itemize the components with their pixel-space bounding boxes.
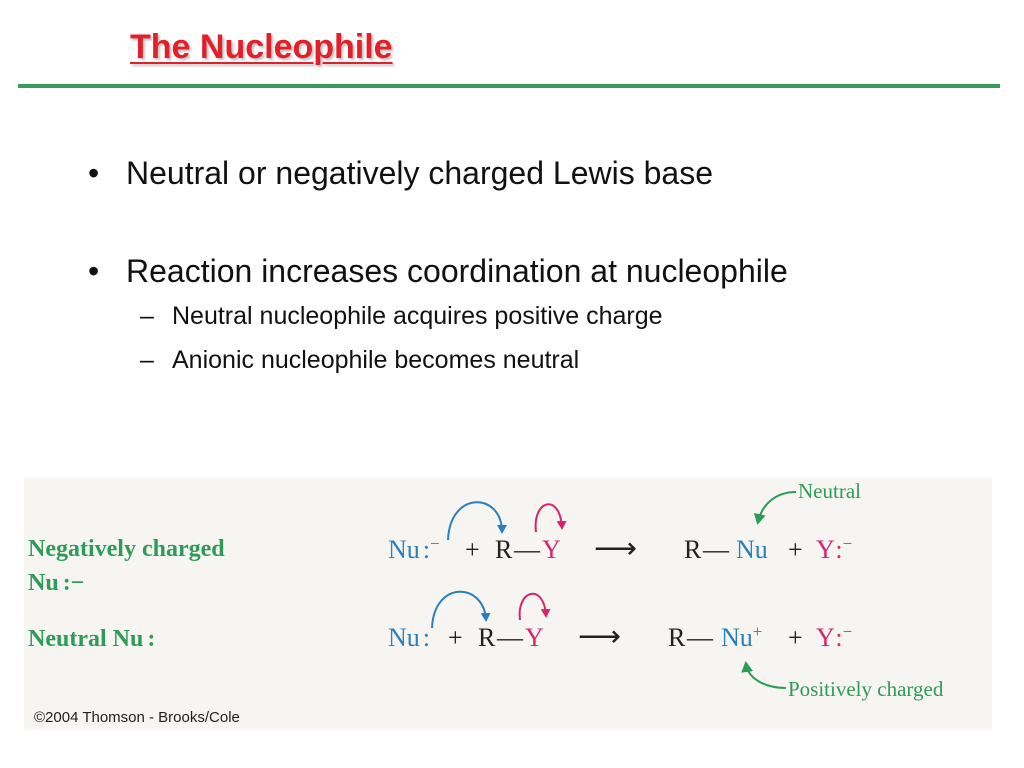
row1-product-r: R: [684, 535, 702, 564]
row2-plus: +: [448, 623, 463, 652]
neutral-pointer-arrow: [758, 492, 796, 522]
row1-product-plus: +: [788, 535, 803, 564]
row1-plus: +: [465, 535, 480, 564]
row1-reaction-arrow: ⟶: [594, 532, 638, 565]
annotation-neutral: Neutral: [798, 479, 861, 503]
title-divider: [18, 84, 1000, 88]
row1-product-y: Y :−: [816, 534, 853, 564]
label-nu-charge: :−: [62, 570, 85, 596]
sub-bullet-item: [140, 294, 988, 338]
copyright-notice: ©2004 Thomson - Brooks/Cole: [34, 709, 240, 726]
row1-nucleophile: Nu :−: [388, 534, 440, 564]
slide-title: The Nucleophile: [130, 28, 393, 66]
sub-bullet-dash: –: [140, 302, 154, 330]
row2-reaction-arrow: ⟶: [578, 620, 622, 653]
row2-nucleophile: Nu :: [388, 623, 431, 652]
row1-leaving-group: Y: [542, 535, 561, 564]
row2-electron-arrow-pink: [520, 594, 546, 620]
row2-r: R: [478, 623, 496, 652]
row1-product-nu: Nu: [736, 535, 768, 564]
positively-charged-pointer-arrow: [746, 664, 786, 688]
bullet-item: [88, 150, 988, 196]
bullet-list: [88, 150, 988, 382]
label-nu-name: Nu: [28, 570, 59, 596]
annotation-positively-charged: Positively charged: [788, 677, 944, 701]
sub-bullet-dash: –: [140, 346, 154, 374]
bullet-dot: •: [88, 253, 100, 289]
sub-bullet-text: Neutral nucleophile acquires positive charge: [172, 302, 663, 330]
reaction-diagram: [24, 478, 992, 730]
row1-bond: —: [514, 535, 540, 564]
row2-leaving-group: Y: [525, 623, 544, 652]
row2-product-y: Y :−: [816, 622, 853, 652]
bullet-item: [88, 248, 988, 382]
label-nu-anion: [28, 570, 84, 596]
label-negatively-charged: Negatively charged: [28, 536, 225, 562]
bullet-dot: •: [88, 155, 100, 191]
row2-product-bond: —: [687, 623, 713, 652]
row1-product-bond: —: [703, 535, 729, 564]
sub-bullet-item: [140, 338, 988, 382]
row1-electron-arrow-pink: [536, 504, 562, 532]
row2-product-plus: +: [788, 623, 803, 652]
bullet-text: Neutral or negatively charged Lewis base: [126, 155, 713, 191]
row1-r: R: [495, 535, 513, 564]
sub-bullet-list: [126, 294, 988, 382]
row2-product-r: R: [668, 623, 686, 652]
reaction-figure: [24, 478, 992, 730]
sub-bullet-text: Anionic nucleophile becomes neutral: [172, 346, 580, 374]
row2-product-nu: Nu+: [721, 622, 763, 652]
bullet-text: Reaction increases coordination at nucleophile: [126, 253, 788, 289]
row2-bond: —: [497, 623, 523, 652]
label-neutral-nu: Neutral Nu :: [28, 626, 156, 652]
